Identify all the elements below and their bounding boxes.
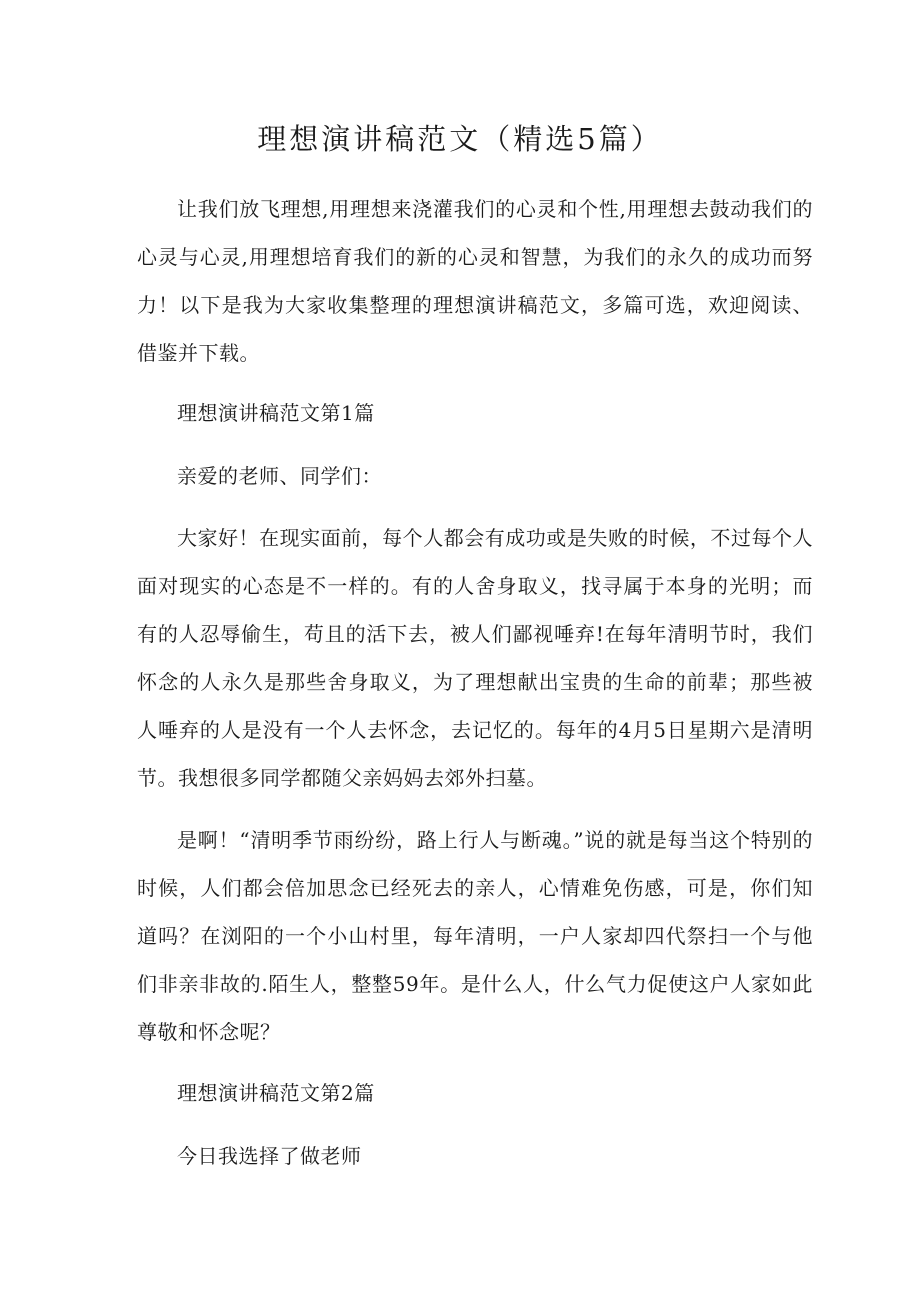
section-heading-1: 理想演讲稿范文第1篇 — [177, 401, 375, 425]
section-heading-2: 理想演讲稿范文第2篇 — [177, 1081, 375, 1105]
document-title: 理想演讲稿范文（精选5篇） — [257, 122, 663, 156]
body-paragraph-2: 是啊！“清明季节雨纷纷，路上行人与断魂。”说的就是每当这个特别的时候，人们都会倍加思念已经死去的亲人，心情难免伤感，可是，你们知道吗？在浏阳的一个小山村里，每年清明，一户人家却四代祭扫一个与他们非亲非故的.陌生人，整整59年。是什么人，什么气力促使这户人家如此尊敬和怀念呢？ — [137, 828, 813, 1044]
salutation: 亲爱的老师、同学们： — [177, 464, 382, 488]
intro-paragraph: 让我们放飞理想,用理想来浇灌我们的心灵和个性,用理想去鼓动我们的心灵与心灵,用理想培育我们的新的心灵和智慧，为我们的永久的成功而努力！以下是我为大家收集整理的理想演讲稿范文，多篇可选，欢迎阅读、借鉴并下载。 — [137, 197, 813, 365]
body-paragraph-3: 今日我选择了做老师 — [177, 1144, 362, 1168]
body-paragraph-1: 大家好！在现实面前，每个人都会有成功或是失败的时候，不过每个人面对现实的心态是不一样的。有的人舍身取义，找寻属于本身的光明；而有的人忍辱偷生，苟且的活下去，被人们鄙视唾弃!在每年清明节时，我们怀念的人永久是那些舍身取义，为了理想献出宝贵的生命的前辈；那些被人唾弃的人是没有一个人去怀念，去记忆的。每年的4月5日星期六是清明节。我想很多同学都随父亲妈妈去郊外扫墓。 — [137, 526, 813, 790]
